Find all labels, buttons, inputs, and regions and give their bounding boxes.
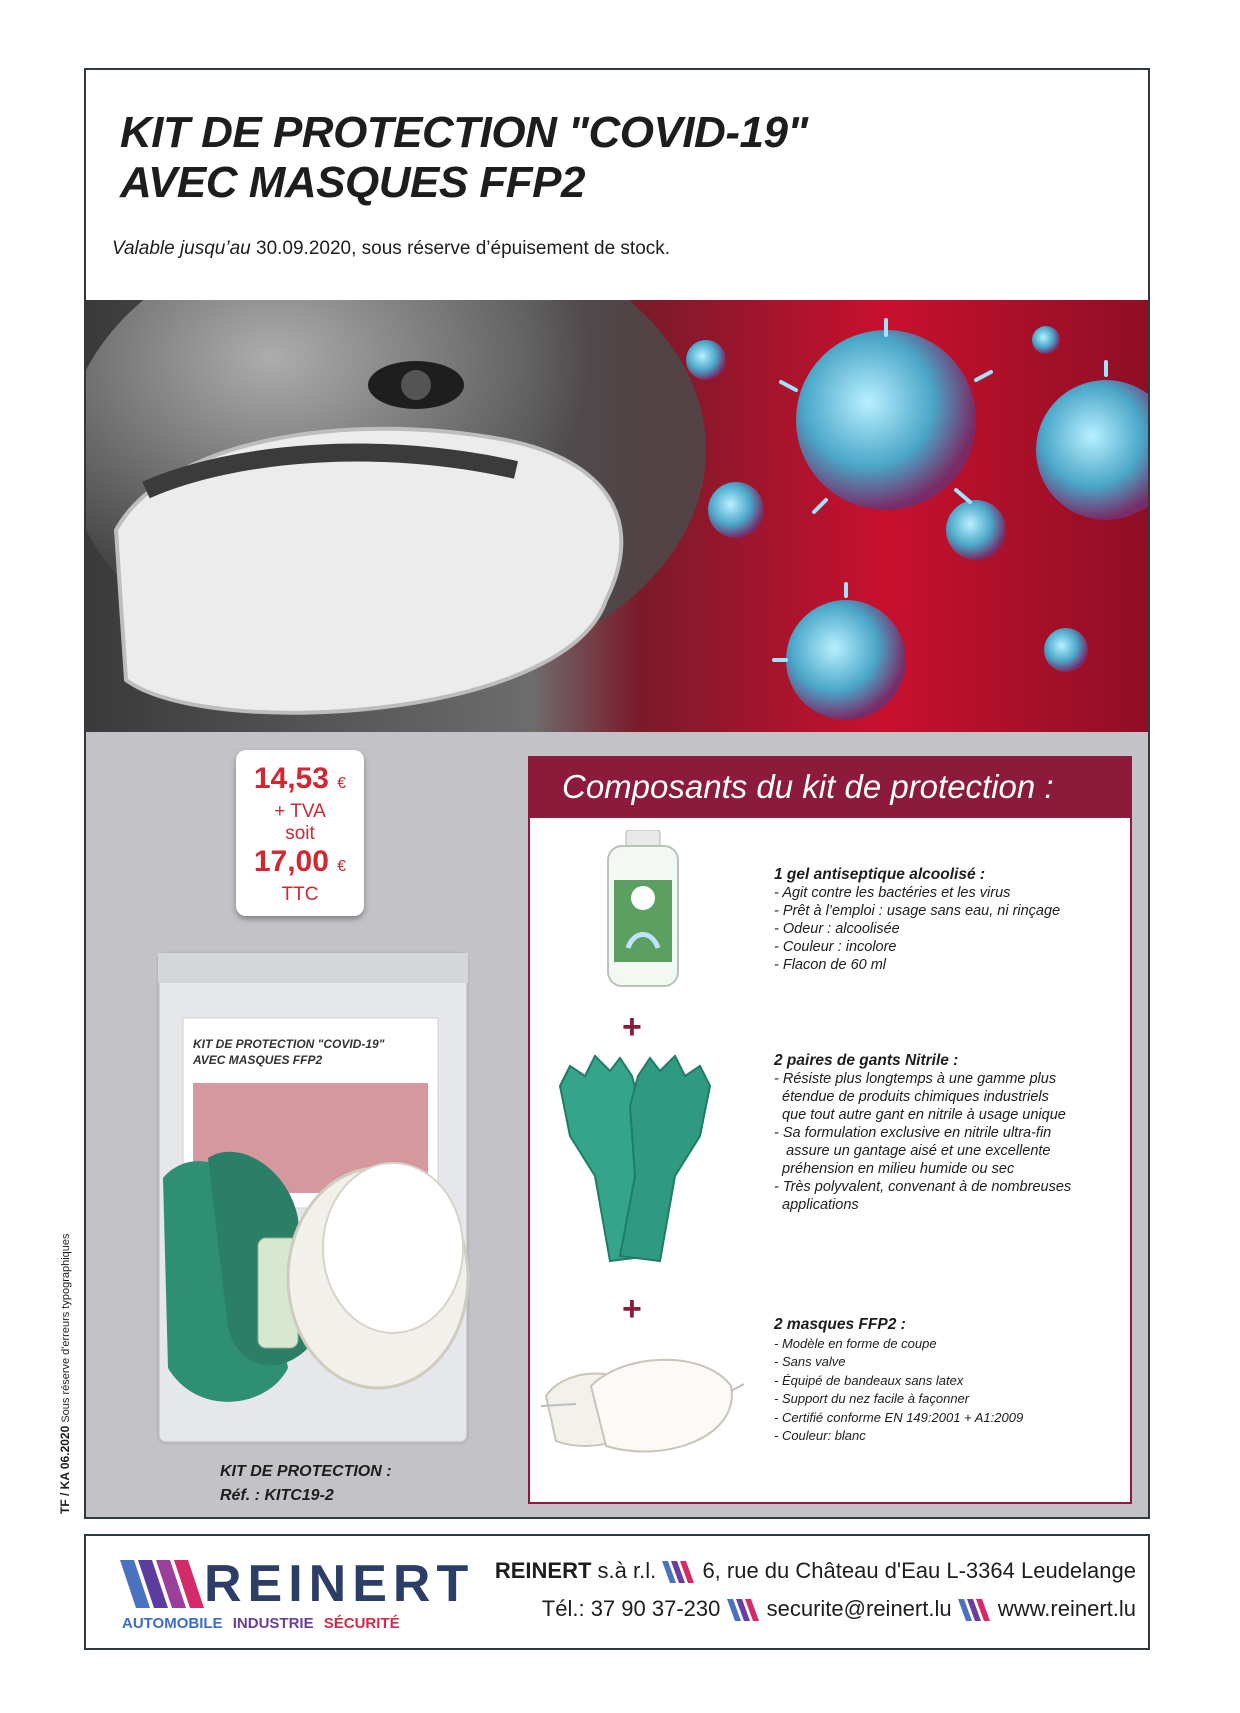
price-tva-label: + TVA — [274, 801, 326, 822]
plus-icon: + — [622, 1290, 642, 1328]
bag-label-line-2: AVEC MASQUES FFP2 — [193, 1053, 323, 1067]
component-gloves-title: 2 paires de gants Nitrile : — [774, 1052, 959, 1069]
title-line-1: KIT DE PROTECTION "COVID-19" — [120, 108, 808, 157]
component-gel-title: 1 gel antiseptique alcoolisé : — [774, 866, 986, 883]
component-masks-detail: - Sans valve — [774, 1354, 846, 1369]
separator-stripes-icon — [727, 1599, 761, 1621]
component-gloves-detail: préhension en milieu humide ou sec — [774, 1161, 1015, 1177]
component-gel-detail: - Flacon de 60 ml — [774, 957, 887, 973]
plus-icon: + — [622, 1008, 642, 1046]
component-gel-detail: - Odeur : alcoolisée — [774, 921, 900, 937]
component-gloves-detail: - Résiste plus longtemps à une gamme plus — [774, 1071, 1057, 1087]
hero-illustration — [86, 300, 1148, 732]
price-card — [236, 750, 364, 916]
kit-reference-line-1: KIT DE PROTECTION : — [220, 1463, 392, 1480]
company-website-link[interactable]: www.reinert.lu — [997, 1596, 1136, 1621]
validity-note: Valable jusqu’au 30.09.2020, sous réserve d’épuisement de stock. — [112, 238, 671, 259]
gel-bottle-image — [604, 830, 682, 990]
separator-stripes-icon — [662, 1561, 696, 1583]
kit-reference — [220, 1460, 392, 1508]
tag-securite: SÉCURITÉ — [323, 1615, 400, 1632]
component-masks-detail: - Support du nez facile à façonner — [774, 1391, 970, 1406]
component-gel-detail: - Prêt à l’emploi : usage sans eau, ni rinçage — [774, 903, 1061, 919]
component-gloves-detail: étendue de produits chimiques industriels — [774, 1089, 1049, 1105]
component-masks — [774, 1316, 1023, 1446]
reinert-logo-stripes-icon — [120, 1560, 204, 1608]
component-gloves-detail: - Sa formulation exclusive en nitrile ultra-fin — [774, 1125, 1052, 1141]
component-masks-detail: - Équipé de bandeaux sans latex — [774, 1372, 964, 1388]
bag-label-line-1: KIT DE PROTECTION "COVID-19" — [193, 1037, 385, 1051]
page-title — [120, 108, 808, 208]
component-gloves — [774, 1052, 1071, 1214]
side-note: TF / KA 06.2020 Sous réserve d'erreurs typographiques — [58, 1233, 72, 1514]
price-net: 14,53 € — [253, 762, 347, 795]
gloves-image — [540, 1046, 730, 1266]
component-gel-detail: - Agit contre les bactéries et les virus — [774, 885, 1011, 901]
component-gloves-detail: applications — [774, 1197, 859, 1213]
price-ttc-label: TTC — [281, 884, 319, 905]
title-line-2: AVEC MASQUES FFP2 — [120, 158, 585, 207]
price-gross: 17,00 € — [253, 845, 347, 878]
component-gloves-detail: que tout autre gant en nitrile à usage unique — [774, 1107, 1066, 1123]
separator-stripes-icon — [958, 1599, 992, 1621]
company-email-link[interactable]: securite@reinert.lu — [766, 1596, 952, 1621]
masks-image — [536, 1346, 746, 1466]
component-gel — [774, 866, 1060, 974]
price-soit-label: soit — [285, 823, 315, 844]
logo-taglines — [122, 1615, 400, 1632]
reinert-logo: REINERT — [204, 1555, 475, 1613]
company-phone: Tél.: 37 90 37-230 — [541, 1596, 721, 1621]
hero-banner — [86, 300, 1148, 732]
kit-bag-image — [148, 948, 478, 1448]
kit-bag-illustration — [148, 948, 478, 1448]
components-header: Composants du kit de protection : — [528, 756, 1132, 818]
component-masks-detail: - Modèle en forme de coupe — [774, 1335, 937, 1351]
company-address: 6, rue du Château d'Eau L-3364 Leudelange — [702, 1558, 1136, 1583]
tag-industrie: INDUSTRIE — [232, 1615, 314, 1632]
tag-automobile: AUTOMOBILE — [122, 1615, 223, 1632]
company-address-line: REINERT s.à r.l. 6, rue du Château d'Eau L-3364 Leudelange — [494, 1558, 1136, 1583]
component-masks-detail: - Couleur: blanc — [774, 1428, 866, 1443]
company-contact-line — [542, 1596, 1136, 1622]
component-gloves-detail: assure un gantage aisé et une excellente — [774, 1143, 1051, 1159]
kit-reference-code: Réf. : KITC19-2 — [220, 1487, 334, 1504]
component-gloves-detail: - Très polyvalent, convenant à de nombreuses — [774, 1179, 1072, 1195]
component-masks-detail: - Certifié conforme EN 149:2001 + A1:2009 — [774, 1409, 1024, 1425]
component-masks-title: 2 masques FFP2 : — [774, 1316, 906, 1333]
component-gel-detail: - Couleur : incolore — [774, 939, 897, 955]
